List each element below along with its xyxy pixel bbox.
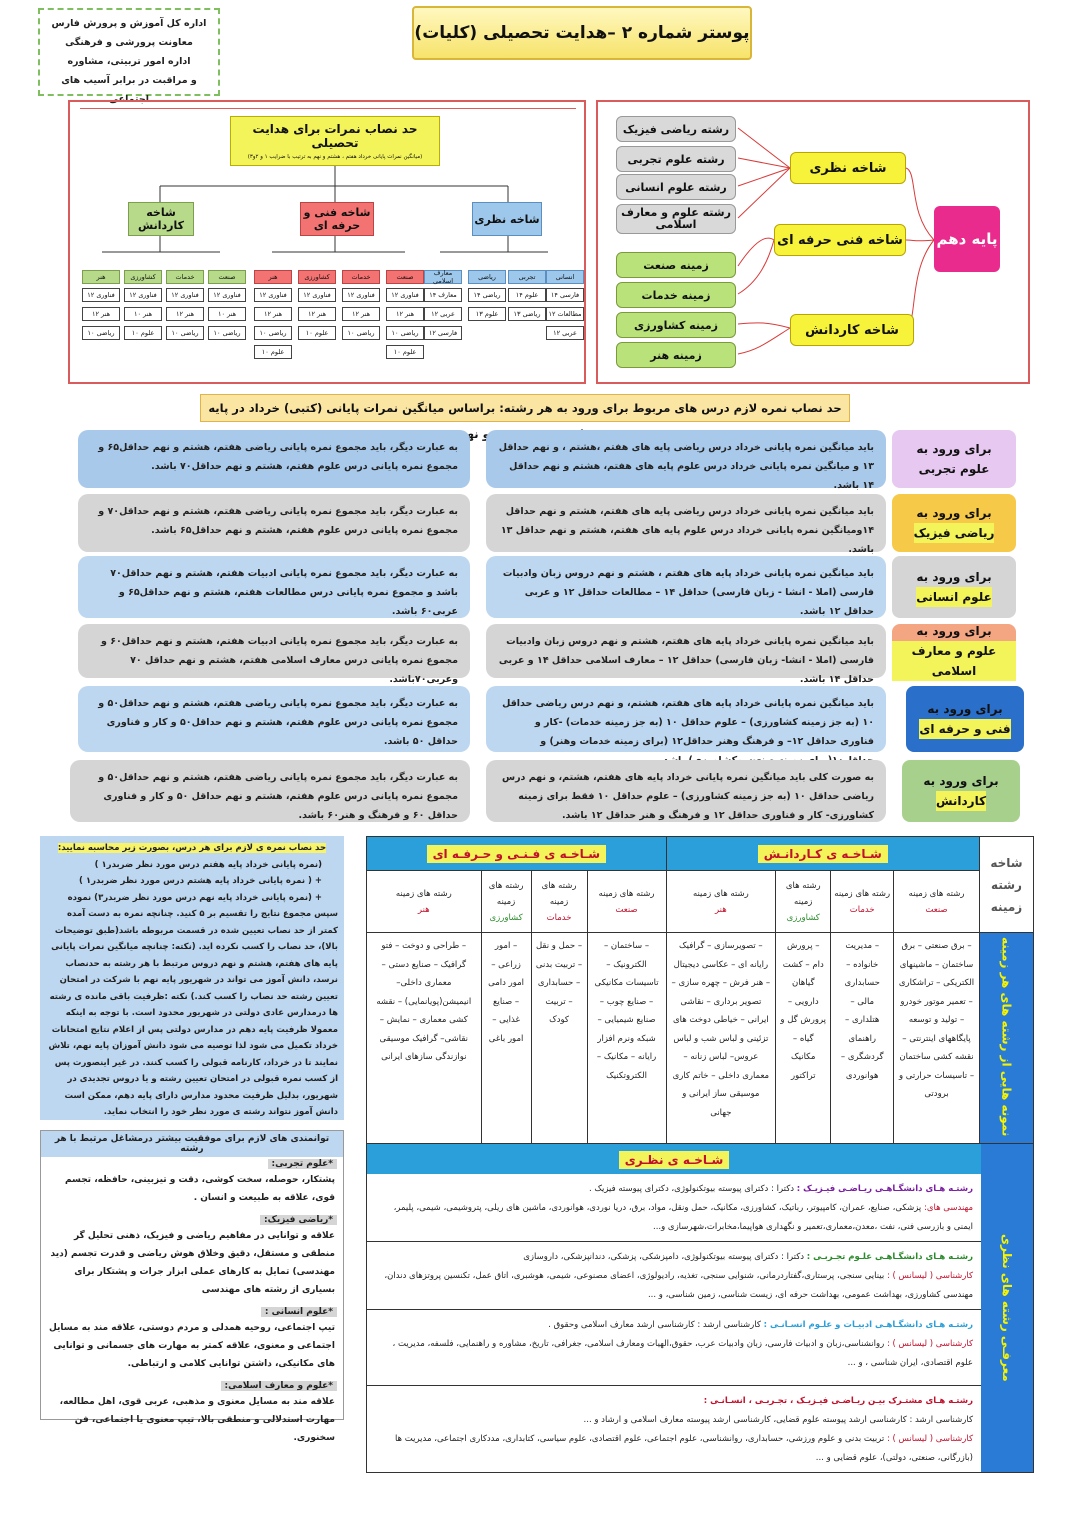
row-label-line: برای ورود به [916,442,992,456]
column-header-line: رشته های زمینه [488,880,524,907]
diagram-col-header: خدمات [166,270,204,284]
diagram-col-value: هنر ۱۲ [254,307,292,321]
uni-line: تربیت بدنی و علوم ورزشی، حسابداری، روانشناسی، علوم اجتماعی، علوم اقتصادی، علوم سیاسی، کتابداری، مددکاری اجتماعی، مدیریت ها (بازرگانی، صنعتی، دولتی)، علوم قضایی و ... [394,1434,973,1463]
talent-heading: *علوم تجربی: [268,1159,337,1169]
diagram-col-header: معارف اسلامی [424,270,462,284]
column-header-line: رشته های زمینه [541,880,577,907]
diagram-col-value: ریاضی ۱۰ [82,326,120,340]
uni-label: کارشناسی ( لیسانس ) : [886,1271,973,1281]
row-label [902,760,1020,822]
diagram-col-value: علوم ۱۰ [124,326,162,340]
tree-branch-nazari: شاخه نظری [790,152,906,184]
diagram-col-header: کشاورزی [298,270,336,284]
column-header [531,871,587,933]
uni-line: کارشناسی ارشد : کارشناسی ارشد پیوسته علوم قضایی، کارشناسی ارشد پیوسته معارف اسلامی و ارشاد و ... [583,1415,973,1425]
talent-body: پشتکار، حوصله، سخت کوشی، دقت و تیزبینی، حافظه، تجسم قوی، علاقه به طبیعت و انسان . [64,1175,335,1203]
talent-body: تیپ اجتماعی، روحیه همدلی و مردم دوستی، علاقه مند به مسایل اجتماعی و معنوی، علاقه کمتر به مهارت های جسمانی و توانایی های مکانیکی، داشتن توانایی کلامی و ارتباطی. [49,1323,335,1369]
notes-title: حد نصاب نمره ی لازم برای هر درس، بصورت زیر محاسبه نمایید: [57,843,327,853]
org-line: اداره کل آموزش و پرورش فارس [51,18,207,29]
diagram-col-header: تجربی [508,270,546,284]
column-header-field: صنعت [925,904,948,915]
column-items: – برق صنعتی – برق ساختمان – ماشینهای الکتریکی – تراشکاری – تعمیر موتور خودرو – تولید و توسعه پایگاههای اینترنتی – نقشه کشی ساختمان – تاسیسات حرارتی و برودتی [894,933,980,1145]
diagram-col-value: عربی ۱۲ [546,326,584,340]
column-header-field: هنر [714,904,727,915]
branches-table [366,836,1034,1145]
talents-box [40,1130,344,1443]
nazari-section [366,1143,1034,1473]
diagram-col-value: معارف ۱۴ [424,288,462,302]
tree-leaf-khadamat: زمینه خدمات [616,282,736,308]
diagram-col-header: انسانی [546,270,584,284]
diagram-col-header: صنعت [208,270,246,284]
tree-branch-kardanesh: شاخه کاردانش [790,314,914,346]
column-header-line: رشته های زمینه [908,888,965,899]
diagram-branch-fani: شاخه فنی و حرفه ای [300,202,374,236]
diagram-col-value: هنر ۱۰ [124,307,162,321]
diagram-col-value: فناوری ۱۲ [386,288,424,302]
row-equivalent: به عبارت دیگر، باید مجموع نمره پایانی ریاضی هفتم، هشتم و نهم حداقل۵۰ و مجموع نمره پایانی درس علوم هفتم، هشتم و نهم حداقل ۵۰ و کار و فناوری حداقل ۶۰ و فرهنگ و هنر۶۰ باشد. [70,760,470,822]
talent-heading: *علوم و معارف اسلامی: [221,1381,337,1391]
diagram-col-value: فناوری ۱۲ [82,288,120,302]
diagram-col-value: هنر ۱۲ [166,307,204,321]
tree-leaf-sanat: زمینه صنعت [616,252,736,278]
row-requirement: باید میانگین نمره پایانی خرداد درس ریاضی پایه های هفتم، هشتم و نهم حداقل ۱۴ومیانگین نمره پایانی خرداد درس علوم پایه های هفتم، هشتم و نهم حداقل ۱۳ باشد. [486,494,886,552]
column-items: – ساختمان – الکترونیک – تاسیسات مکانیکی – صنایع چوب – صنایع شیمیایی – شبکه ونرم افزار رایانه – مکانیک – الکتروتکنیک [587,933,666,1145]
row-label [906,686,1024,752]
diagram-col-value: فارسی ۱۲ [424,326,462,340]
column-header [481,871,531,933]
row-requirement: به صورت کلی باید میانگین نمره پایانی خرداد پایه های هفتم، هشتم، و نهم درس ریاضی حداقل ۱۰ (به جز زمینه کشاورزی) – علوم حداقل ۱۰ فقط برای زمینه کشاورزی- کار و فناوری حداقل ۱۲ و فرهنگ و هنر حداقل ۱۲ باشد. [486,760,886,822]
diagram-col-value: هنر ۱۲ [298,307,336,321]
column-header [587,871,666,933]
tree-leaf-tajrobi: رشته علوم تجربی [616,146,736,172]
page-title: پوستر شماره ۲ –هدایت تحصیلی (کلیات) [412,6,752,60]
fani-header-cell [367,837,667,871]
nazari-header-cell [367,1144,981,1174]
notes-line: + ( نمره پایانی خرداد پایه هشتم درس مورد نظر ضربدر۱ ) [79,876,322,886]
tree-leaf-maaref: رشته علوم و معارف اسلامی [616,204,736,234]
organization-box [38,8,220,105]
uni-label: کارشناسی ( لیسانس ) : [886,1434,973,1444]
row-label-line: برای ورود به [916,506,992,520]
diagram-col-value: فناوری ۱۲ [124,288,162,302]
org-line: اداره امور تربیتی، مشاوره [67,56,191,67]
row-equivalent: به عبارت دیگر، باید مجموع نمره پایانی ریاضی هفتم، هشتم و نهم حداقل۶۵ و مجموع نمره پایانی درس علوم هفتم، هشتم و نهم حداقل۷۰ باشد. [78,430,470,488]
row-label-field: کاردانش [936,791,986,811]
column-header-line: رشته های زمینه [395,888,452,899]
row-requirement: باید میانگین نمره پایانی خرداد پایه های هفتم، هشتم و نهم دروس زبان وادبیات فارسی (املا - انشا- زبان فارسی) حداقل ۱۲ – معارف اسلامی حداقل ۱۴ و عربی حداقل ۱۴ باشد. [486,624,886,678]
row-equivalent: به عبارت دیگر، باید مجموع نمره پایانی ادبیات هفتم، هشتم و نهم حداقل۷۰ باشد و مجموع نمره پایانی درس مطالعات هفتم، هشتم و نهم حداقل۶۵ و عربی۶۰ باشد. [78,556,470,618]
notes-line: (نمره پایانی خرداد پایه هفتم درس مورد نظر ضربدر۱ ) [94,859,322,870]
column-items: – پرورش دام – کشت گیاهان دارویی – پرورش گل و گیاه – مکانیک تراکتور [776,933,831,1145]
row-equivalent: به عبارت دیگر، باید مجموع نمره پایانی ادبیات هفتم، هشتم و نهم حداقل۶۰ و مجموع نمره پایانی درس معارف اسلامی هفتم، هشتم و نهم حداقل ۷۰ وعربی۷۰باشد. [78,624,470,678]
column-items: – امور زراعی – امور دامی – صنایع غذایی – امور باغی [481,933,531,1145]
diagram-col-header: کشاورزی [124,270,162,284]
diagram-col-value: ریاضی ۱۰ [208,326,246,340]
tree-leaf-ensani: رشته علوم انسانی [616,174,736,200]
uni-line: دکترا : دکترای پیوسته بیوتکنولوژی، دامپزشکی، پزشکی، دندانپزشکی، داروسازی [523,1252,805,1262]
uni-line: دکترا : دکترای پیوسته بیوتکنولوژی، دکترای پیوسته فیزیک . [588,1184,795,1194]
diagram-col-value: فناوری ۱۲ [298,288,336,302]
diagram-col-value: علوم ۱۰ [386,345,424,359]
tree-leaf-honar: زمینه هنر [616,342,736,368]
talent-body: علاقه مند به مسایل معنوی و مذهبی، عربی قوی، اهل مطالعه، مهارت استدلالی و منطقی بالا، تیپ معنوی یا اجتماعی، فن سخنوری. [59,1397,335,1443]
column-header-line: رشته های زمینه [834,888,891,899]
diagram-col-value: فناوری ۱۲ [166,288,204,302]
uni-line: بینایی سنجی، پرستاری،گفتاردرمانی، شنوایی سنجی، تغذیه، رادیولوژی، اعضای مصنوعی، شیمی، هوشبری، اتاق عمل، تکنسین پروتزهای دندان، مهندسی کشاورزی، بهداشت عمومی، بهداشت حرفه ای، زیست شناسی، زمین شناسی، و ... [384,1271,973,1300]
row-label-field: علوم و معارف اسلامی [892,641,1016,681]
nazari-side-cell [981,1144,1033,1472]
diagram-col-value: هنر ۱۲ [342,307,380,321]
tree-leaf-riazi: رشته ریاضی فیزیک [616,116,736,142]
column-header-field: خدمات [849,904,875,915]
org-line: و مراقبت در برابر آسیب های اجتماعی [61,75,197,105]
nazari-header: شـاخـه ی نظـری [619,1151,730,1169]
column-header-field: کشاورزی [489,912,523,923]
diagram-col-value: فارسی ۱۴ [546,288,584,302]
diagram-col-header: هنر [254,270,292,284]
notes-body: سپس مجموع نتایج را تقسیم بر ۵ کنید. چنانچه نمره به دست آمده کمتر از حد نصاب تعیین شده در قسمت مربوطه باشد(طبق توضیحات بالا)، حد نصاب را کسب نکرده اید. (نکته: چنانچه میانگین نمرات پایانی پایه های هفتم، هشتم و نهم دروس مرتبط با هر رشته به حدنصاب نرسد، دانش آموز می تواند در شهریور پایه نهم با شرکت در امتحان تعیین رشته حد نصاب را کسب کند.) نکته :ظرفیت باقی مانده ی رشته ها درمدارس عادی دولتی در شهریور محدود است. با توجه به اینکه معمولا ظرفیت پایه دهم در مدارس دولتی پس از اعلام نتایج امتحانات خرداد تکمیل می شود لذا توصیه می شود دانش آموزان پایه نهم، تلاش نمایند تا در خرداد، کارنامه قبولی را کسب کنند. در غیر اینصورت پس از کسب نمره قبولی در امتحان تعیین رشته و یا دروس تجدیدی در شهریور، بدلیل ظرفیت محدود مدارس دارای پایه دهم، ممکن است دانش آموز نتواند رشته ی مورد نظر خود را انتخاب نماید. [48,909,338,1117]
uni-title: رشتـه هـای مشتـرک بیـن ریـاضـی فیـزیـک ، تجـربـی ، انسـانـی : [703,1396,973,1406]
row-label-line: برای ورود به [916,570,992,584]
kardanesh-header: شـاخـه ی کـاردانـش [758,845,888,863]
diagram-col-value: علوم ۱۰ [298,326,336,340]
row-label-line: برای ورود به [927,702,1003,716]
row-label-field: علوم تجربی [918,462,990,476]
row-label-field: فنی و حرفه ای [919,719,1010,739]
row-requirement: باید میانگین نمره پایانی خرداد درس ریاضی پایه های هفتم ،هشتم ، و نهم حداقل ۱۳ و میانگین نمره پایانی خرداد درس علوم پایه های هفتم، هشتم و نهم حداقل ۱۴ باشد. [486,430,886,488]
uni-ensani [367,1310,981,1386]
diagram-col-value: عربی ۱۲ [424,307,462,321]
diagram-col-value: مطالعات ۱۲ [546,307,584,321]
diagram-col-value: فناوری ۱۲ [254,288,292,302]
diagram-connectors [70,102,584,382]
quota-diagram [68,100,586,384]
table-side-header: شاخه رشته زمینه [980,837,1034,933]
uni-line: پزشکی، صنایع، عمران، کامپیوتر، رباتیک، کشاورزی، مکانیک، حمل ونقل، مواد، برق، دریا نوردی، هوانوردی، ماشین های ریلی، پتروشیمی، شیمی، پلیمر، ایمنی و بازرسی فنی، نفت ،معدن،معماری،تعمیر و نگهداری هواپیما،مخابرات،شهرسازی و... [393,1203,973,1232]
uni-title: رشتـه هـای دانشگـاهـی ریـاضـی فیـزیـک : [796,1184,973,1194]
row-equivalent: به عبارت دیگر، باید مجموع نمره پایانی ریاضی هفتم، هشتم و نهم حداقل۷۰ و مجموع نمره پایانی درس علوم هفتم، هشتم و نهم حداقل۶۵ باشد. [78,494,470,552]
row-label [892,494,1016,552]
diagram-col-header: خدمات [342,270,380,284]
diagram-col-value: هنر ۱۰ [208,307,246,321]
uni-label: مهندسی های: [924,1203,973,1213]
row-label-field: علوم انسانی [916,587,992,607]
notes-line: + (نمره پایانی خرداد پایه نهم درس مورد نظر ضربدر۳) نموده [67,892,322,903]
quota-subheader: حد نصاب نمره لازم درس های مربوط برای ورود به هر رشته: براساس میانگین نمرات پایانی (کتبی) خرداد در پایه و [200,394,850,422]
nazari-side-label: معرفـی رشته های نظری [1000,1234,1014,1382]
talent-heading: *علوم انسانی : [261,1307,337,1317]
diagram-col-header: هنر [82,270,120,284]
column-header-field: کشاورزی [786,912,820,923]
row-label-line: برای ورود به [923,774,999,788]
diagram-head-title: حد نصاب نمرات برای هدایت تحصیلی [252,122,418,150]
column-header [831,871,894,933]
uni-line: کارشناسی ارشد : کارشناسی ارشد معارف اسلامی وحقوق . [548,1320,761,1330]
row-label [892,624,1016,678]
diagram-col-value: فناوری ۱۲ [342,288,380,302]
column-header [894,871,980,933]
column-header [367,871,482,933]
diagram-col-header: ریاضی [468,270,506,284]
diagram-col-value: ریاضی ۱۰ [254,326,292,340]
uni-title: رشتـه هـای دانشگـاهـی ادبیـات و علـوم انسـانـی : [763,1320,973,1330]
diagram-branch-kardanesh: شاخه کاردانش [128,202,194,236]
diagram-col-value: ریاضی ۱۴ [468,288,506,302]
column-items: – مدیریت خانواده – حسابداری مالی – هتلداری – راهنمای گردشگری – هوانوردی [831,933,894,1145]
diagram-col-value: فناوری ۱۲ [208,288,246,302]
row-label [892,556,1016,618]
talent-body: علاقه و توانایی در مفاهیم ریاضی و فیزیک، ذهنی تحلیل گر منطقی و مستقل، دقیق وخلاق هوش ریاضی و قدرت تجسم (دید مهندسی) تمایل به کارهای عملی ابزار جرات و پشتکار برای بسیاری از رشته های مهندسی [50,1231,335,1295]
diagram-col-header: صنعت [386,270,424,284]
diagram-col-value: علوم ۱۴ [508,288,546,302]
uni-riazi [367,1174,981,1242]
uni-label: کارشناسی ( لیسانس ) : [886,1339,973,1349]
column-items: – حمل و نقل – تربیت بدنی – حسابداری – تربیت کودک [531,933,587,1145]
row-requirement: باید میانگین نمره پایانی خرداد پایه های هفتم ، هشتم و نهم دروس زبان وادبیات فارسی (املا - انشا - زبان فارسی) حداقل ۱۴ – مطالعات حداقل ۱۲ و عربی حداقل ۱۲ باشد. [486,556,886,618]
diagram-col-value: ریاضی ۱۰ [342,326,380,340]
fani-header: شـاخـه ی فـنـی و حـرفـه ای [427,845,606,863]
uni-title: رشتـه هـای دانشگـاهـی علـوم تجـربـی : [806,1252,973,1262]
column-header-field: هنر [417,904,430,915]
row-label [892,430,1016,488]
grade10-tree [596,100,1030,384]
diagram-col-value: ریاضی ۱۰ [386,326,424,340]
org-line: معاونت پرورشی و فرهنگی [65,37,193,48]
diagram-col-value: هنر ۱۲ [386,307,424,321]
column-header-line: رشته های زمینه [785,880,821,907]
row-label-field: ریاضی فیزیک [914,523,995,543]
uni-tajrobi [367,1242,981,1310]
column-header-line: رشته های زمینه [598,888,655,899]
column-header [776,871,831,933]
tree-root: پایه دهم [934,206,1000,272]
column-items: – طراحی و دوخت – فتو گرافیک – صنایع دستی – معماری داخلی– انیمیشن(پویانمایی) – نقشه کشی معماری – نمایش – نقاشی– گرافیک موسیقی نوازندگی سازهای ایرانی [367,933,482,1145]
row-requirement: باید میانگین نمره پایانی خرداد پایه های هفتم، هشتم، و نهم درس ریاضی حداقل ۱۰ (به جز زمینه کشاورزی) – علوم حداقل ۱۰ (به جز زمینه خدمات) -کار و فناوری حداقل ۱۲– و فرهنگ وهنر حداقل۱۲ (برای زمینه خدمات وهنر) و [486,686,886,752]
calculation-notes [40,836,344,1120]
row-equivalent: به عبارت دیگر، باید مجموع نمره پایانی ریاضی هفتم، هشتم و نهم حداقل۵۰ و مجموع نمره پایانی درس علوم هفتم، هشتم و نهم حداقل۵۰ و کار و فناوری حداقل ۵۰ باشد. [78,686,470,752]
diagram-col-value: علوم ۱۰ [254,345,292,359]
talents-title: توانمندی های لازم برای موفقیت بیشتر درمشاغل مرتبط با هر رشته [41,1131,343,1157]
column-items: – تصویرسازی – گرافیک رایانه ای – عکاسی دیجیتال – هنر فرش – چهره سازی – تصویر برداری – نقاشی ایرانی – خیاطی دوخت های تزئینی و لباس شب و لباس عروس– لباس زنانه – معماری داخلی – خاتم کاری موسیقی ساز ایرانی و جهانی [666,933,776,1145]
uni-line: روانشناسی،زبان و ادبیات فارسی، زبان وادبیات عرب، حقوق،الهیات ومعارف اسلامی، جغرافی، تاریخ، مشاوره و راهنمایی، فلسفه، مدیریت ، علوم اقتصادی، ایران شناسی ، و ... [392,1339,973,1368]
column-header-field: صنعت [615,904,638,915]
diagram-head-sub: (میانگین نمرات پایانی خرداد هفتم ، هشتم و نهم به ترتیب با ضرایب ۱ و ۲و۳) [247,154,423,160]
diagram-col-value: علوم ۱۳ [468,307,506,321]
column-header-field: خدمات [546,912,572,923]
examples-side-label: نمونه هایی از رشته های هر زمینه [999,937,1014,1137]
diagram-col-value: ریاضی ۱۰ [166,326,204,340]
diagram-col-value: ریاضی ۱۳ [508,307,546,321]
diagram-col-value: هنر ۱۲ [82,307,120,321]
tree-branch-fani: شاخه فنی حرفه ای [774,224,906,256]
talent-heading: *ریاضی فیزیک: [260,1215,337,1225]
column-header [666,871,776,933]
uni-moshtarak [367,1386,981,1472]
kardanesh-header-cell [666,837,979,871]
examples-side-cell [980,933,1034,1145]
diagram-branch-nazari: شاخه نظری [472,202,542,236]
row-label-line: برای ورود به [916,624,992,638]
tree-leaf-keshavarzi: زمینه کشاورزی [616,312,736,338]
column-header-line: رشته های زمینه [692,888,749,899]
